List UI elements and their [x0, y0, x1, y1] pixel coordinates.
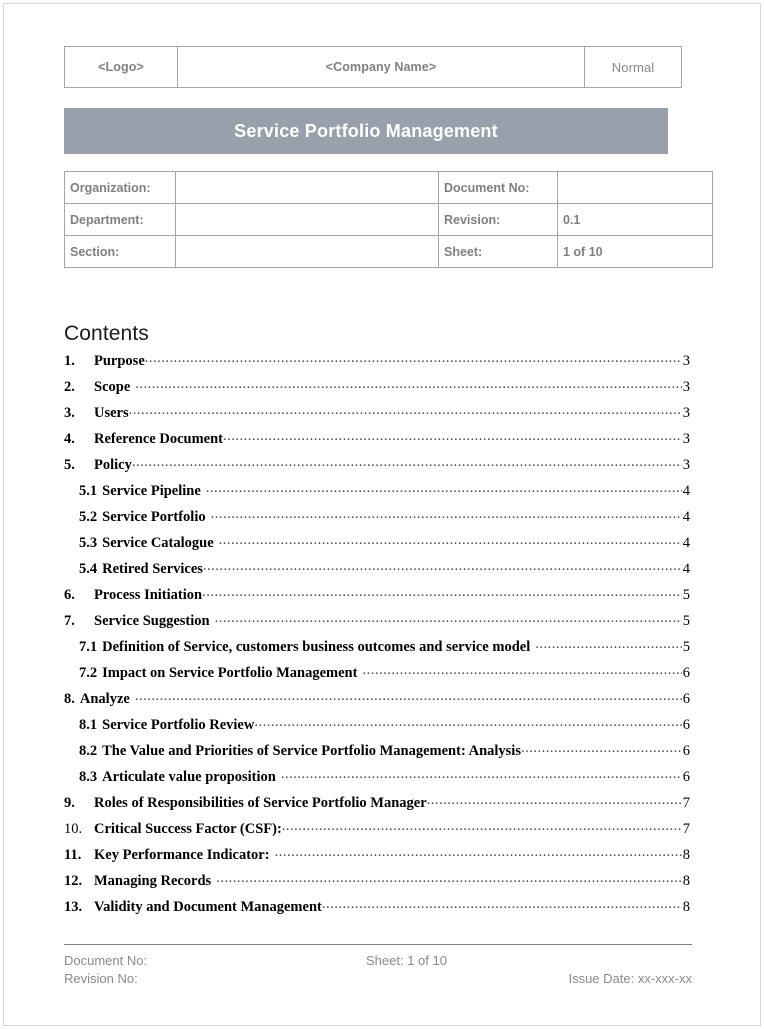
toc-entry-label: Validity and Document Management	[94, 898, 322, 915]
toc-entry[interactable]	[64, 688, 690, 714]
footer-sheet: Sheet: 1 of 10	[366, 953, 447, 968]
toc-entry-page: 3	[682, 352, 690, 369]
toc-entry-label: Managing Records	[94, 872, 212, 889]
toc-entry-page: 5	[682, 586, 690, 603]
toc-entry-number: 7.	[64, 612, 75, 629]
toc-entry[interactable]	[64, 506, 690, 532]
toc-entry-page: 5	[682, 612, 690, 629]
page-footer	[64, 944, 692, 988]
toc-dot-leader	[521, 740, 682, 755]
toc-dot-leader	[135, 688, 682, 703]
toc-entry-page: 6	[682, 768, 690, 785]
toc-entry-label: Critical Success Factor (CSF):	[94, 820, 282, 837]
toc-dot-leader	[219, 532, 682, 547]
toc-entry-page: 8	[682, 872, 690, 889]
toc-entry-label: Service Suggestion	[94, 612, 210, 629]
section-value	[176, 236, 439, 268]
toc-entry[interactable]	[64, 792, 690, 818]
toc-entry[interactable]	[64, 350, 690, 376]
toc-entry-page: 3	[682, 430, 690, 447]
toc-entry[interactable]	[64, 454, 690, 480]
toc-dot-leader	[281, 766, 682, 781]
toc-entry-page: 7	[682, 794, 690, 811]
toc-entry-page: 6	[682, 664, 690, 681]
toc-entry-number: 11.	[64, 846, 82, 863]
toc-entry-number: 8.2	[79, 742, 98, 759]
revision-label: Revision:	[439, 204, 558, 236]
toc-entry-number: 8.	[64, 690, 75, 707]
document-title-banner: Service Portfolio Management	[64, 108, 668, 154]
toc-entry-label: Impact on Service Portfolio Management	[102, 664, 358, 681]
toc-entry-page: 4	[682, 482, 690, 499]
toc-dot-leader	[275, 844, 682, 859]
toc-dot-leader	[203, 558, 682, 573]
toc-entry-number: 10.	[64, 820, 83, 837]
organization-label: Organization:	[65, 172, 176, 204]
department-label: Department:	[65, 204, 176, 236]
toc-entry-label: Articulate value proposition	[102, 768, 276, 785]
toc-entry-label: Users	[94, 404, 129, 421]
toc-dot-leader	[202, 584, 682, 599]
page-content	[64, 0, 700, 1029]
toc-entry-label: Key Performance Indicator:	[94, 846, 270, 863]
toc-entry-number: 8.1	[79, 716, 98, 733]
toc-entry-number: 4.	[64, 430, 75, 447]
toc-entry-number: 3.	[64, 404, 75, 421]
toc-entry-page: 3	[682, 378, 690, 395]
table-of-contents	[64, 350, 690, 922]
toc-entry-label: Policy	[94, 456, 132, 473]
toc-entry-label: Analyze	[79, 690, 130, 707]
toc-entry-number: 5.1	[79, 482, 98, 499]
toc-dot-leader	[427, 792, 682, 807]
footer-line-one	[64, 952, 692, 970]
revision-value: 0.1	[558, 204, 713, 236]
toc-entry-page: 6	[682, 690, 690, 707]
toc-entry[interactable]	[64, 480, 690, 506]
toc-entry-number: 5.	[64, 456, 75, 473]
sheet-label: Sheet:	[439, 236, 558, 268]
toc-entry-label: Retired Services	[102, 560, 203, 577]
toc-entry-page: 3	[682, 404, 690, 421]
toc-entry[interactable]	[64, 402, 690, 428]
toc-entry-label: Service Catalogue	[102, 534, 214, 551]
toc-dot-leader	[129, 402, 682, 417]
toc-entry-number: 8.3	[79, 768, 98, 785]
toc-entry-page: 4	[682, 534, 690, 551]
footer-revision-no: Revision No:	[64, 971, 138, 986]
toc-entry[interactable]	[64, 766, 690, 792]
toc-entry-page: 6	[682, 742, 690, 759]
footer-document-no: Document No:	[64, 953, 148, 968]
document-no-label: Document No:	[439, 172, 558, 204]
section-label: Section:	[65, 236, 176, 268]
toc-entry-number: 6.	[64, 586, 75, 603]
toc-entry-number: 1.	[64, 352, 75, 369]
toc-dot-leader	[211, 506, 682, 521]
toc-entry[interactable]	[64, 636, 690, 662]
toc-entry-page: 7	[682, 820, 690, 837]
toc-entry-page: 3	[682, 456, 690, 473]
toc-dot-leader	[254, 714, 681, 729]
toc-entry-label: Reference Document	[94, 430, 223, 447]
toc-entry[interactable]	[64, 818, 690, 844]
metadata-table	[64, 171, 713, 268]
toc-entry-number: 9.	[64, 794, 75, 811]
toc-entry-label: Scope	[94, 378, 131, 395]
toc-entry-page: 4	[682, 508, 690, 525]
toc-entry[interactable]	[64, 714, 690, 740]
table-row	[65, 236, 713, 268]
toc-dot-leader	[322, 896, 682, 911]
toc-entry-label: Service Portfolio	[102, 508, 206, 525]
toc-dot-leader	[215, 610, 682, 625]
toc-dot-leader	[206, 480, 682, 495]
toc-dot-leader	[223, 428, 682, 443]
toc-entry[interactable]	[64, 740, 690, 766]
header-table-row	[65, 47, 682, 88]
toc-entry-page: 8	[682, 898, 690, 915]
toc-entry-label: Service Pipeline	[102, 482, 201, 499]
toc-entry-number: 7.1	[79, 638, 98, 655]
toc-entry[interactable]	[64, 428, 690, 454]
toc-entry-number: 7.2	[79, 664, 98, 681]
toc-entry-page: 8	[682, 846, 690, 863]
header-table	[64, 46, 682, 88]
toc-entry-label: Roles of Responsibilities of Service Portfolio Manager	[94, 794, 427, 811]
toc-entry-label: Service Portfolio Review	[102, 716, 255, 733]
toc-entry-page: 6	[682, 716, 690, 733]
toc-entry[interactable]	[64, 376, 690, 402]
toc-entry[interactable]	[64, 532, 690, 558]
footer-issue-date: Issue Date: xx-xxx-xx	[568, 971, 692, 986]
department-value	[176, 204, 439, 236]
document-no-value	[558, 172, 713, 204]
toc-entry-page: 5	[682, 638, 690, 655]
toc-dot-leader	[132, 454, 682, 469]
toc-entry[interactable]	[64, 610, 690, 636]
toc-entry[interactable]	[64, 558, 690, 584]
toc-entry-number: 5.3	[79, 534, 98, 551]
organization-value	[176, 172, 439, 204]
toc-entry-label: Definition of Service, customers business outcomes and service model	[102, 638, 531, 655]
toc-dot-leader	[282, 818, 682, 833]
toc-entry-number: 5.4	[79, 560, 98, 577]
toc-entry[interactable]	[64, 584, 690, 610]
toc-dot-leader	[362, 662, 681, 677]
toc-entry-number: 2.	[64, 378, 75, 395]
toc-entry-label: Process Initiation	[94, 586, 203, 603]
footer-line-two	[64, 970, 692, 988]
sheet-value: 1 of 10	[558, 236, 713, 268]
toc-entry-page: 4	[682, 560, 690, 577]
toc-dot-leader	[216, 870, 682, 885]
toc-entry[interactable]	[64, 844, 690, 870]
normal-cell: Normal	[585, 47, 682, 88]
toc-entry-number: 5.2	[79, 508, 98, 525]
table-row	[65, 204, 713, 236]
toc-entry[interactable]	[64, 662, 690, 688]
toc-entry[interactable]	[64, 896, 690, 922]
toc-dot-leader	[145, 350, 682, 365]
toc-entry-number: 12.	[64, 872, 83, 889]
toc-entry-label: Purpose	[94, 352, 145, 369]
contents-heading: Contents	[64, 322, 149, 345]
table-row	[65, 172, 713, 204]
company-name-cell: <Company Name>	[178, 47, 585, 88]
logo-cell: <Logo>	[65, 47, 178, 88]
footer-divider	[64, 944, 692, 945]
toc-entry[interactable]	[64, 870, 690, 896]
toc-dot-leader	[535, 636, 682, 651]
toc-dot-leader	[135, 376, 682, 391]
toc-entry-label: The Value and Priorities of Service Portfolio Management: Analysis	[102, 742, 521, 759]
toc-entry-number: 13.	[64, 898, 83, 915]
